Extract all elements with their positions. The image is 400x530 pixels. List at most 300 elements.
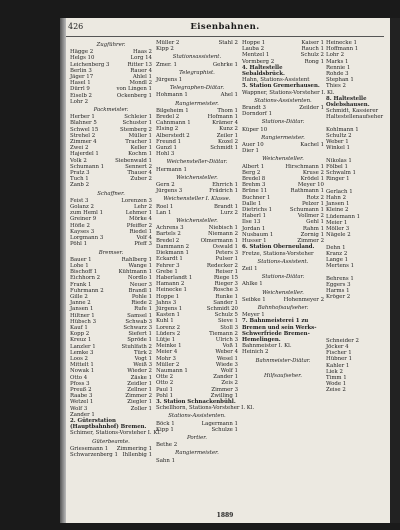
entry-left: Zmer. 1 [156,61,177,68]
entry-left: Lange 1 [326,257,349,264]
entry-left: Kuhl 1 [156,318,174,325]
entry-left: Mentzel 1 [242,52,270,59]
entry-right: Rahm 1 [302,225,324,232]
entry-right: Brandt 1 [214,203,238,210]
entry-right [283,281,324,287]
list-item [242,251,324,257]
header-rule [66,36,384,37]
entry-left: Mertens 1 [326,263,355,270]
entry-left: Greiner 9 [70,216,97,223]
entry-right [314,251,324,257]
list-item [156,62,238,68]
entry-right: Schwab 3 [125,318,152,325]
subsection-label: Güterbeamte. [92,438,130,445]
entry-right: Lorg 14 [130,55,152,62]
entry-right [197,458,238,464]
entry-right: Ihllenbig 1 [122,452,152,458]
entry-right: Nordlo 1 [127,275,152,282]
subsection-label: Stations-Diätar. [261,274,305,281]
subsection-label: Stations-Diätar. [261,119,305,126]
entry-left: Ilse 13 [242,219,261,226]
page-title: Eisenbahnen. [190,22,260,32]
entry-left: Elsing 2 [156,126,179,133]
entry-left: Lemke 3 [70,349,94,356]
entry-left: Ahlke 1 [242,281,263,288]
subsection-label: Schaffner. [97,190,125,197]
subsection-label: Weichensteller. [176,218,218,225]
entry-left: Volk 2 [70,157,87,164]
entry-left: Otto 2 [156,380,174,387]
entry-right: Haas 2 [132,49,152,56]
entry-right: Wolf 1 [220,367,238,374]
entry-left: Seibke 1 [242,296,266,303]
entry-right: Ahel 1 [220,92,238,99]
entry-right: Zimmer 2 [125,393,152,400]
entry-left: Dietrichs 1 [242,207,273,214]
entry-left: Hermann 1 [156,166,187,173]
entry-right: Thom 1 [217,107,238,114]
entry-left: Jürgens 1 [156,305,183,312]
entry-right: Riege 15 [213,274,238,281]
section-heading: 8. Haltestelle Oslebshausen. [326,95,370,109]
entry-left: Rennie 1 [326,64,351,71]
entry-left: Helgs 10 [70,55,95,62]
subsection-label: Telegraphen-Diätar. [169,85,225,92]
entry-left: Kranz 2 [326,250,348,257]
entry-right [197,46,238,52]
entry-right: Zeiler 1 [216,132,238,139]
entry-right: Stemberg 2 [120,126,152,133]
entry-right [111,182,152,188]
entry-left: Hohl 3 [156,151,175,158]
page-number: 426 [68,22,84,31]
entry-left: Mohr 3 [156,355,176,362]
list-item [70,452,152,458]
entry-left: Schwarzenberg 1 [70,452,118,458]
list-item [242,297,324,303]
entry-right: Wieder 2 [127,368,152,375]
entry-left: Kopp 2 [70,331,90,338]
entry-right: Rahlberg 1 [121,256,152,263]
entry-left: Eckardt 1 [156,256,183,263]
entry-right: Zuber 2 [130,176,152,183]
entry-right: Schulze 1 [211,426,238,433]
entry-right: Voß 1 [222,343,238,350]
entry-right: Olmermann 1 [200,237,238,244]
entry-left: Höfle 2 [70,222,90,229]
entry-left: Brandt 3 [242,105,266,112]
entry-right: Rotz 2 [306,194,324,201]
entry-right: Runke 1 [215,293,238,300]
document-page [60,18,390,523]
entry-left: Gunzl 1 [156,145,177,152]
list-item [242,59,324,65]
entry-left: Lorenz 2 [156,324,181,331]
entry-left: Eiselb 2 [70,92,92,99]
list-item [242,349,324,355]
entry-right: Pfeiffer 2 [126,222,152,229]
entry-left: Grebe 1 [156,268,178,275]
entry-right: Ritter 13 [127,61,152,68]
entry-right [357,232,388,238]
list-item [242,89,335,96]
entry-left: Kipp 2 [156,46,174,53]
entry-left: Müller 2 [156,40,180,46]
entry-left: Kipp 1 [156,426,174,433]
entry-right: Tracher 1 [125,139,152,146]
entry-right: Ahlel 1 [132,74,152,81]
entry-left: Kayses 3 [70,228,95,235]
entry-left: Harms 1 [326,288,350,295]
entry-left: Brehm 3 [242,182,266,189]
subsection-label: Weichensteller. [176,174,218,181]
entry-left: Naumann 1 [156,367,188,374]
entry-left: Zeise 2 [326,387,346,394]
list-item [156,442,238,448]
entry-left: Meyer 1 [242,312,265,319]
entry-left: Kauf 1 [70,324,88,331]
section-heading: 3. Station Schnackenbühl. [156,398,236,405]
entry-right: Zellner 1 [127,386,152,393]
section-heading: 5. Station Gremerhausen. [242,83,320,90]
entry-left: Fölbel 1 [326,164,348,171]
entry-left: Jahns 3 [156,299,177,306]
entry-right: Müller 1 [128,132,152,139]
entry-right: Niemann 2 [207,231,238,238]
entry-left: Lütje 1 [156,336,176,343]
entry-right: Niebisch 1 [208,225,238,232]
subsection-label: Stations-Assistent. [257,258,309,265]
list-item [70,182,152,188]
section-heading: 4. Haltestelle Sebaldsbrück. [242,64,285,78]
list-item [156,427,238,433]
entry-right: Pelzer 1 [301,200,324,207]
entry-right: Kühtmann 1 [118,269,152,276]
subsection-label: Rangiermeister. [175,450,219,457]
entry-left: Auer 10 [242,142,264,149]
entry-right: Siefert 1 [128,331,152,338]
entry-left: zum Heml 1 [70,210,104,217]
entry-left: Hasel 1 [70,80,91,87]
entry-right: Weiß 3 [133,362,152,369]
list-item [326,145,388,151]
entry-left: Feist 3 [70,197,89,204]
entry-left: Heinecke 1 [326,40,357,46]
entry-right: Schleier 1 [124,114,152,121]
entry-right: Stoll 3 [220,324,238,331]
entry-left: Hägge 2 [70,49,94,56]
entry-left: Schwalm 1 [326,170,356,177]
entry-left: Berg 2 [242,169,261,176]
entry-left: Vormberg 2 [242,58,275,65]
entry-right [197,442,238,448]
list-item [326,114,388,120]
list-item [156,458,238,464]
entry-left: Jansen 1 [70,306,94,313]
entry-right: Rauch 1 [301,46,324,53]
entry-left: Lohe 1 [70,262,89,269]
entry-right: Hohenmeyer 2 [283,296,324,303]
entry-left: Zander 1 [70,411,95,418]
entry-right: Zimmer 2 [297,238,324,245]
entry-right: Zornig 1 [300,231,324,238]
entry-left: Paul 1 [156,386,173,393]
entry-right: Lagermann 1 [201,420,238,427]
entry-left: Gern 2 [156,182,175,189]
entry-left: Kahler 1 [326,362,350,369]
entry-left: Meinke 1 [156,343,182,350]
entry-left: Kasten 1 [156,312,180,319]
section-heading: 2. Güterstation (Hauptbahnhof) Bremen. [70,417,147,431]
list-item [242,127,324,133]
entry-left: Nägele 2 [326,232,351,239]
entry-right: Redecker 2 [206,262,238,269]
entry-left: Heinecke 1 [156,287,187,294]
entry-right: Rathmann 1 [290,188,324,195]
entry-left: Zanb 2 [70,182,90,189]
entry-right: Riede 2 [131,300,152,307]
entry-right: Sieve 1 [218,318,238,325]
entry-right: Schwarz 3 [123,324,152,331]
entry-right: Sennert 2 [125,163,152,170]
entry-left: Bredel 2 [156,114,180,121]
list-item [156,92,238,98]
entry-left: Schimer, Stations-Vorsteher I. Kl. [70,430,161,437]
entry-left: Alberstedt 2 [156,132,190,139]
entry-right: Pulser 1 [215,256,238,263]
entry-right: Kunz 2 [219,126,238,133]
subsection-label: Bahnmeister-Diätar. [255,357,311,364]
list-item [242,266,324,272]
entry-left: Bischoff 1 [70,269,98,276]
entry-left: Griesemann 1 [70,445,109,452]
list-item [242,365,324,371]
entry-left: Lohr 2 [326,52,345,59]
entry-left: Wolf 3 [70,405,88,412]
column-4 [326,40,388,394]
section-heading: 6. Station Oberneuland. [242,244,315,251]
entry-left: Albert 1 [242,163,265,170]
entry-left: Pfoss 3 [70,380,90,387]
entry-left: Strehel 2 [70,132,96,139]
entry-left: Schwel 15 [70,126,99,133]
entry-left: Meier 1 [326,219,348,226]
entry-right: Wesel 1 [216,355,238,362]
subsection-label: Weichensteller. [262,156,304,163]
entry-left: Hoffmann 1 [326,46,359,53]
entry-left: Schultz 2 [326,133,352,140]
entry-left: Müller 2 [156,361,180,368]
entry-left: Otte 2 [156,374,174,381]
entry-right [357,83,388,89]
entry-left: Behrens 1 [326,275,354,282]
list-item [70,430,161,437]
entry-right: Zimmering 1 [116,445,152,452]
entry-right: Vogt 1 [134,355,152,362]
entry-left: Hahn 2 [326,195,347,202]
entry-left: Jürgens 3 [156,188,183,195]
entry-left: Bilgeheim 1 [156,107,189,114]
entry-left: Zimmer 4 [70,139,97,146]
entry-right: Ockenberg 1 [116,92,152,99]
entry-left: Jürgens 1 [156,77,183,84]
entry-left: Ringer 1 [326,176,350,183]
entry-right: Riedel 1 [129,228,152,235]
entry-left: Bredel 8 [242,176,266,183]
entry-left: Jansen 1 [326,201,350,208]
entry-right: Kachel 1 [300,142,324,149]
entry-right: Rufe 1 [134,306,152,313]
entry-left: Fehrer 3 [156,262,180,269]
entry-right: Schmidt 20 [206,305,238,312]
entry-left: Lüdemann 1 [326,213,361,220]
entry-left: Zeil 1 [242,265,258,272]
entry-left: Pöhl 1 [70,241,87,248]
list-item [156,167,238,173]
entry-right: Oswald 1 [212,243,238,250]
entry-right: Lorenzen 3 [121,197,152,204]
entry-left: Freund 1 [156,138,182,145]
list-item [326,83,388,89]
subsection-label: Hilfsaufseher. [264,372,302,379]
entry-left: Lanzler 1 [70,343,96,350]
column-1 [70,40,161,458]
entry-left: Zwei 2 [70,145,89,152]
entry-right: Zimmer 3 [211,386,238,393]
entry-left: Roel 1 [156,203,174,210]
entry-left: Schmidt, Kassierer [326,108,379,115]
entry-left: Hoppe 1 [156,293,180,300]
entry-left: Heinich 2 [242,349,269,356]
entry-right [357,145,388,151]
entry-left: Husser 1 [242,238,267,245]
entry-left: Otto 4 [70,374,88,381]
entry-left: Meier 4 [156,349,178,356]
entry-right: Gehl 1 [306,219,324,226]
entry-right: Zeilder 1 [299,105,324,112]
entry-right [357,176,388,182]
entry-left: Hohmann 1 [156,92,188,99]
entry-right: Weber 4 [215,349,238,356]
entry-right: von Lingen 1 [116,86,152,93]
entry-right: Reiser 1 [215,268,238,275]
entry-left: Kröger 2 [326,294,351,301]
entry-left: Mittelt 1 [70,362,94,369]
entry-right: Türk 2 [133,349,152,356]
entry-left: Cahnmann 1 [156,120,191,127]
entry-left: Brüne 11 [242,188,268,195]
entry-left: Nusbaum 1 [242,231,274,238]
entry-left: Lohr 2 [70,98,89,105]
entry-left: Hiltner 1 [70,312,95,319]
entry-right: Rong 1 [304,58,324,65]
entry-right: Zeidler 1 [127,380,152,387]
entry-left: Weber 1 [326,139,349,146]
entry-right: Ehrrich 1 [212,182,238,189]
list-item [70,99,152,105]
entry-left: Lan 1 [156,209,172,216]
entry-left: Kohlmann 1 [326,126,359,133]
entry-left: Fretze, Stations-Vorsteher [242,250,314,257]
entry-left: Buchner 1 [242,194,271,201]
entry-right: Rieger 3 [214,281,238,288]
entry-right [283,127,324,133]
entry-left: Jordan 1 [242,225,266,232]
subsection-label: Rangiermeister. [175,100,219,107]
entry-left: Blahner 5 [70,120,97,127]
entry-left: Schneider 2 [326,337,359,344]
entry-right: Krödel 1 [300,176,324,183]
entry-left: Bredel 2 [156,237,180,244]
entry-left: Gerlach 1 [326,188,353,195]
entry-left: Haberlandt 1 [156,274,193,281]
entry-right: Pohle 1 [131,293,152,300]
list-item [70,241,152,247]
entry-left: Bauer 1 [70,256,92,263]
entry-right: Lehmer 1 [125,210,152,217]
entry-right: Rosche 3 [213,287,238,294]
entry-right: Ulrich 3 [215,336,238,343]
subsection-label: Stations-Assistenten. [168,413,226,420]
subsection-label: Packmeister. [93,107,129,114]
entry-right [283,266,324,272]
entry-left: Berlin 3 [70,67,92,74]
entry-left: Winkel 1 [326,145,350,152]
entry-right: Kruse 2 [302,169,324,176]
entry-right: Zäske 1 [130,374,152,381]
entry-right [357,294,388,300]
entry-right: Hofmann 1 [207,114,238,121]
entry-right: Gehrke 1 [212,61,238,68]
entry-right: Schumann 1 [289,207,324,214]
entry-right [111,99,152,105]
list-item [326,176,388,182]
entry-right: Meyer 10 [297,182,324,189]
entry-right: Mondl 2 [129,80,152,87]
entry-left: Jöcker 4 [326,343,349,350]
list-item [326,232,388,238]
entry-right: Krämer 4 [212,120,238,127]
entry-right: Lehr 2 [134,204,152,211]
entry-left: Achrens 3 [156,225,184,232]
entry-left: Raabe 3 [70,393,93,400]
subsection-label: Portier. [186,434,207,441]
entry-left: Böck 1 [156,420,175,427]
entry-right [283,148,324,154]
list-item [156,210,238,216]
list-item [242,148,324,154]
entry-left: Thies 2 [326,83,346,90]
entry-right: Sander 1 [213,299,238,306]
entry-left: Dürrl 9 [70,86,90,93]
page-edge [390,18,400,523]
entry-right [357,387,388,393]
entry-left: Golanz 2 [70,204,94,211]
entry-right [111,412,152,418]
entry-left: Leichenberg 3 [70,61,110,68]
entry-right: Zeis 2 [221,380,238,387]
entry-left: Hajerdel 1 [70,151,99,158]
entry-left: Liek 2 [326,368,343,375]
entry-left: Hoppe 1 [242,40,266,46]
page-header [60,22,390,36]
entry-left: Lorgmann 3 [70,235,104,242]
entry-right: Schulz 5 [214,312,238,319]
entry-left: Marks 1 [326,58,349,65]
list-item [156,46,238,52]
entry-left: Hübsch 3 [70,318,97,325]
entry-right: Neuer 3 [129,281,152,288]
